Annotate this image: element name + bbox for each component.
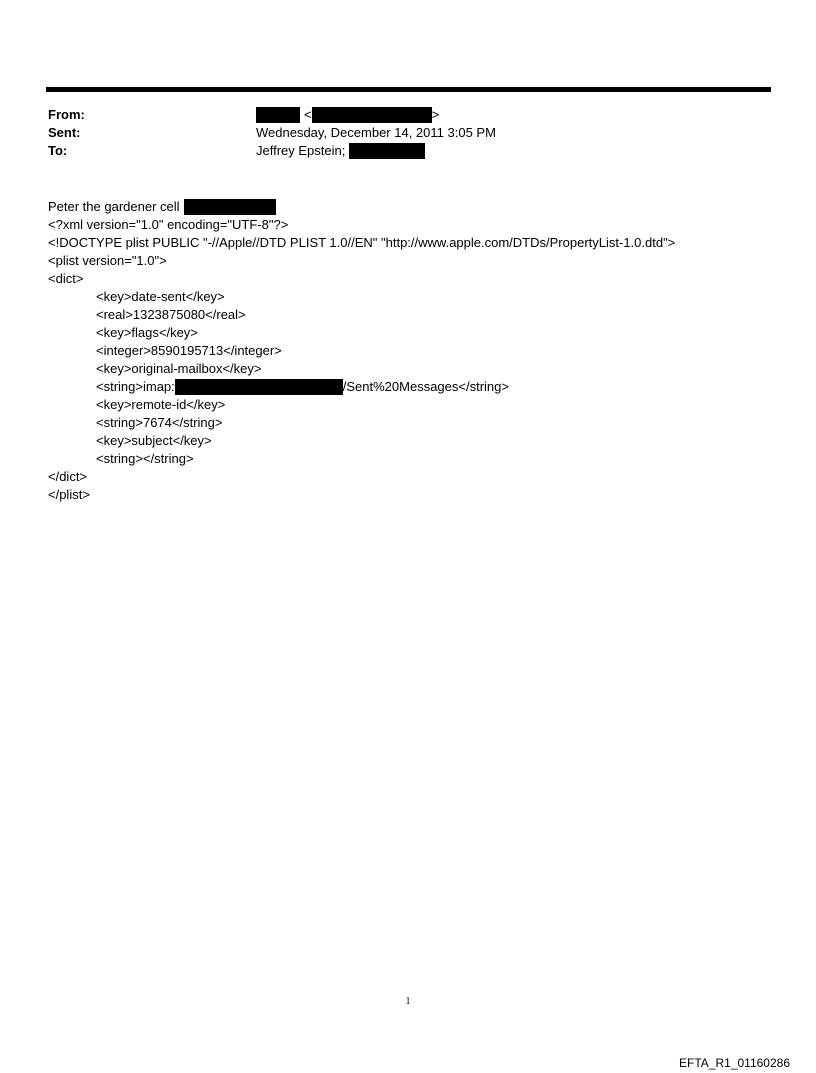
xml-line: <?xml version="1.0" encoding="UTF-8"?> (48, 217, 289, 232)
plist-line: <key>flags</key> (96, 325, 198, 340)
doctype-line: <!DOCTYPE plist PUBLIC "-//Apple//DTD PLIST 1.0//EN" "http://www.apple.com/DTDs/PropertyList-1.0.dtd"> (48, 235, 676, 250)
bates-number: EFTA_R1_01160286 (679, 1056, 790, 1070)
message-line (48, 198, 276, 216)
plist-line-imap (96, 378, 509, 396)
to-recipient: Jeffrey Epstein; (256, 143, 346, 158)
plist-line: <key>date-sent</key> (96, 289, 225, 304)
plist-line: <string>7674</string> (96, 415, 223, 430)
from-value (256, 106, 439, 124)
dict-close-line: </dict> (48, 469, 88, 484)
plist-open-line: <plist version="1.0"> (48, 253, 167, 268)
sent-label: Sent: (48, 125, 81, 140)
message-text: Peter the gardener cell (48, 199, 180, 214)
from-gt: > (431, 107, 440, 122)
sent-value: Wednesday, December 14, 2011 3:05 PM (256, 125, 496, 140)
redacted-recipient (349, 143, 425, 159)
redacted-sender-name (256, 107, 300, 123)
to-label: To: (48, 143, 68, 158)
from-label: From: (48, 107, 85, 122)
to-value (256, 142, 425, 160)
plist-line: <key>remote-id</key> (96, 397, 226, 412)
imap-prefix: <string>imap: (96, 379, 175, 394)
dict-open-line: <dict> (48, 271, 84, 286)
redacted-sender-email (312, 107, 432, 123)
plist-line: <real>1323875080</real> (96, 307, 246, 322)
plist-line: <integer>8590195713</integer> (96, 343, 282, 358)
header-rule (46, 87, 771, 92)
from-lt: < (304, 107, 312, 122)
imap-suffix: /Sent%20Messages</string> (342, 379, 509, 394)
plist-line: <key>original-mailbox</key> (96, 361, 262, 376)
plist-line: <key>subject</key> (96, 433, 212, 448)
plist-close-line: </plist> (48, 487, 90, 502)
redacted-phone (184, 199, 276, 215)
page-number: 1 (405, 996, 411, 1007)
plist-line: <string></string> (96, 451, 194, 466)
redacted-imap-path (175, 379, 343, 395)
